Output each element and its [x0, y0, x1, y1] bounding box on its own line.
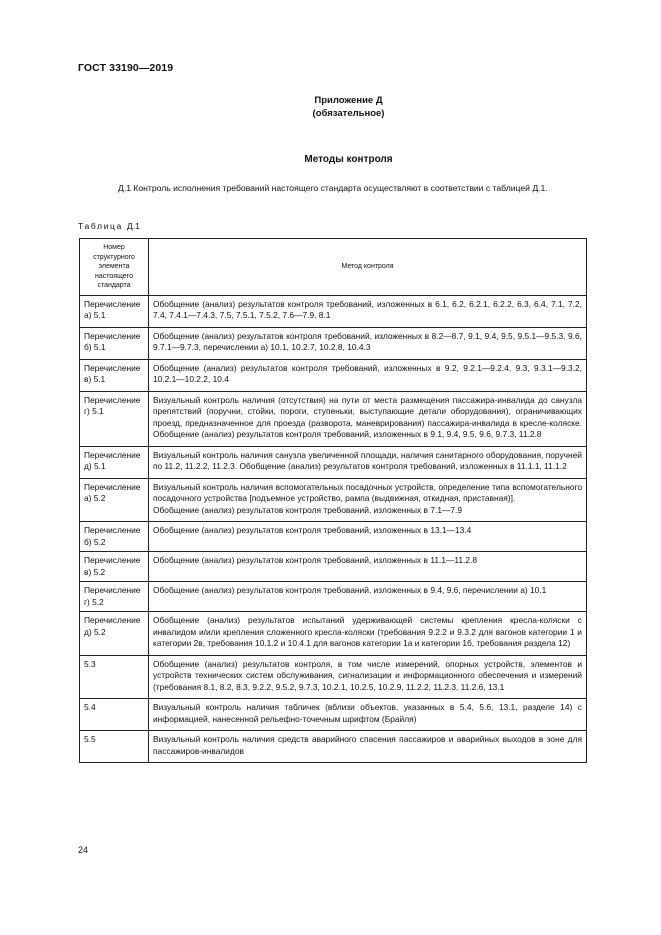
table-caption-number: Д.1 [126, 221, 140, 231]
element-number-cell: Перечисление в) 5.2 [80, 552, 149, 582]
table-row [80, 478, 587, 522]
control-method-text: Визуальный контроль наличия санузла увеличенной площади, наличия санитарного оборудования, поручней по 11.2, 11.2.2, 11.2.3. Обобщение (анализ) результатов контроля требований, изложенных в 11.1.1, 11.1.2 [153, 449, 582, 471]
table-row [80, 391, 587, 446]
control-method-cell [149, 478, 587, 522]
control-method-cell [149, 522, 587, 552]
control-method-cell [149, 655, 587, 699]
control-method-cell [149, 699, 587, 731]
control-method-text: Обобщение (анализ) результатов контроля требований, изложенных в 6.1, 6.2, 6.2.1, 6.2.2, 6.3, 6.4, 7.1, 7.2, 7.4, 7.4.1—7.4.3, 7.5, 7.5.1, 7.5.2, 7.6—7.9, 8.1 [153, 298, 582, 320]
annex-status: (обязательное) [312, 108, 385, 119]
control-method-cell [149, 359, 587, 391]
control-method-text: Визуальный контроль наличия табличек (вблизи объектов, указанных в 5.4, 5.6, 13.1, разделе 14) с информацией, нанесенной рельефно-точечным шрифтом (Брайля) [153, 702, 582, 724]
table-header-row [80, 239, 587, 296]
control-method-text: Визуальный контроль наличия (отсутствия) на пути от места размещения пассажира-инвалида до санузла препятствий (поручни, стойки, пороги, ступеньки, выступающие детали оборудования), ограничивающих проезд, предназначенное для проезда (разворота, маневрирования) пассажира-инвалида в кресле-коляске. Обобщение (анализ) результатов контроля требований, изложенных в 9.1, 9.4, 9.5, 9.6, 9.7.3, 11.2.8 [153, 394, 582, 439]
element-number-cell: 5.4 [80, 699, 149, 731]
control-method-cell [149, 391, 587, 446]
table-caption-label: Таблица [78, 221, 123, 231]
element-number-cell: Перечисление б) 5.1 [80, 327, 149, 359]
control-method-cell [149, 446, 587, 478]
table-row [80, 359, 587, 391]
control-method-cell [149, 731, 587, 763]
control-method-cell [149, 552, 587, 582]
table-row [80, 446, 587, 478]
table-row [80, 582, 587, 612]
section-title: Методы контроля [304, 154, 393, 165]
control-method-cell [149, 327, 587, 359]
table-row [80, 522, 587, 552]
element-number-cell: Перечисление г) 5.2 [80, 582, 149, 612]
column-header-method: Метод контроля [149, 239, 587, 296]
element-number-cell: Перечисление а) 5.1 [80, 295, 149, 327]
element-number-cell: Перечисление д) 5.2 [80, 612, 149, 656]
document-header: ГОСТ 33190—2019 [78, 62, 174, 74]
control-methods-table [79, 238, 587, 763]
table-row [80, 295, 587, 327]
control-method-text: Обобщение (анализ) результатов контроля, в том числе измерений, опорных устройств, элементов и устройств технических систем обслуживания, сигнализации и информационного обеспечения и измерений (требования 8.1, 8.2, 8.3, 9.2.2, 9.5.2, 9.7.3, 10.2.1, 10.2.5, 10.2.9, 11.2.2, 11.2.3, 11.2.6, 13.1 [153, 658, 582, 692]
table-row [80, 327, 587, 359]
table-caption [78, 221, 140, 231]
control-method-cell [149, 582, 587, 612]
element-number-cell: Перечисление в) 5.1 [80, 359, 149, 391]
table-row [80, 731, 587, 763]
control-method-cell [149, 295, 587, 327]
control-method-text: Обобщение (анализ) результатов испытаний удерживающей системы крепления кресла-коляски с инвалидом и/или крепления сложенного кресла-коляски (требования 9.2.2 и 9.3.2 для вагонов категории 1 и категории 2в, требования 10.1.2 и 10.4.1 для вагонов категории 1а и категории 1б, требования раздела 12) [153, 615, 582, 648]
element-number-cell: 5.3 [80, 655, 149, 699]
control-method-text: Обобщение (анализ) результатов контроля требований, изложенных в 9.2, 9.2.1—9.2.4, 9.3, 9.3.1—9.3.2, 10.2.1—10.2.2, 10.4 [153, 362, 582, 384]
element-number-cell: Перечисление а) 5.2 [80, 478, 149, 522]
page-number: 24 [78, 845, 89, 855]
control-method-text: Обобщение (анализ) результатов контроля требований, изложенных в 7.1—7.9 [153, 504, 462, 515]
control-method-text: Визуальный контроль наличия вспомогательных посадочных устройств, определение типа вспомогательного посадочного устройства [подъемное устройство, рампа (выдвижная, откидная, приставная)]. [153, 481, 582, 503]
table-row [80, 699, 587, 731]
control-method-text: Обобщение (анализ) результатов контроля требований, изложенных в 8.2—8.7, 9.1, 9.4, 9.5, 9.5.1—9.5.3, 9.6, 9.7.1—9.7.3, перечислении а) 10.1, 10.2.7, 10.2.8, 10.4.3 [153, 330, 582, 352]
column-header-element-number: Номер структурного элемента настоящего стандарта [80, 239, 149, 296]
table-row [80, 655, 587, 699]
annex-title: Приложение Д [314, 95, 383, 106]
annex-heading [0, 94, 661, 120]
element-number-cell: Перечисление б) 5.2 [80, 522, 149, 552]
control-method-text: Обобщение (анализ) результатов контроля требований, изложенных в 9.4, 9.6, перечислении а) 10.1 [153, 585, 547, 595]
intro-paragraph: Д.1 Контроль исполнения требований настоящего стандарта осуществляют в соответствии с таблицей Д.1. [118, 183, 548, 193]
control-method-text: Визуальный контроль наличия средств аварийного спасения пассажиров и аварийных выходов в зоне для пассажиров-инвалидов [153, 734, 582, 756]
element-number-cell: Перечисление г) 5.1 [80, 391, 149, 446]
control-method-text: Обобщение (анализ) результатов контроля требований, изложенных в 13.1—13.4 [153, 525, 472, 535]
table-row [80, 612, 587, 656]
table-row [80, 552, 587, 582]
control-method-text: Обобщение (анализ) результатов контроля требований, изложенных в 11.1—11.2.8 [153, 555, 478, 565]
control-method-cell [149, 612, 587, 656]
element-number-cell: 5.5 [80, 731, 149, 763]
element-number-cell: Перечисление д) 5.1 [80, 446, 149, 478]
